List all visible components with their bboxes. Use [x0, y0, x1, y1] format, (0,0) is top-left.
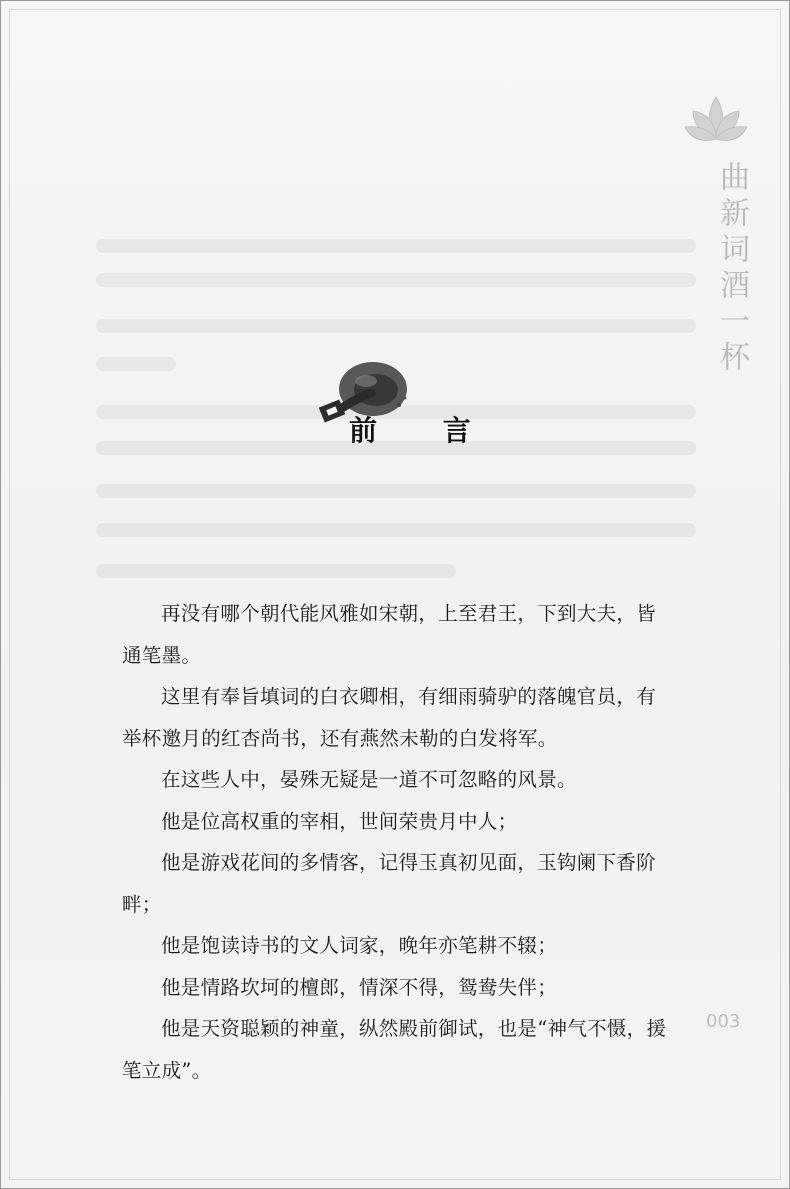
bleed-through-line — [96, 273, 696, 287]
paragraph: 在这些人中，晏殊无疑是一道不可忽略的风景。 — [161, 768, 577, 791]
lotus-flower-icon — [681, 89, 751, 159]
paragraph: 这里有奉旨填词的白衣卿相，有细雨骑驴的落魄官员，有举杯邀月的红杏尚书，还有燕然未勒的白发将军。 — [122, 685, 657, 750]
bleed-through-line — [96, 357, 176, 371]
chapter-heading: 前 言 — [349, 414, 499, 447]
bleed-through-line — [96, 484, 696, 498]
bleed-through-line — [96, 564, 456, 578]
paragraph: 他是情路坎坷的檀郎，情深不得，鸳鸯失伴； — [161, 975, 558, 999]
page-number: 003 — [706, 1011, 741, 1032]
bleed-through-line — [96, 523, 696, 537]
paragraph: 他是游戏花间的多情客，记得玉真初见面，玉钩阑下香阶畔； — [122, 851, 657, 916]
bleed-through-line — [96, 239, 696, 253]
bleed-through-line — [96, 319, 696, 333]
paragraph: 他是天资聪颖的神童，纵然殿前御试，也是“神气不慑，援笔立成”。 — [122, 1017, 667, 1082]
side-running-title: 曲新词酒一杯 — [714, 161, 749, 377]
paragraph: 他是饱读诗书的文人词家，晚年亦笔耕不辍； — [161, 934, 558, 957]
paragraph: 他是位高权重的宰相，世间荣贵月中人； — [161, 809, 518, 833]
body-text — [122, 593, 674, 1091]
paragraph: 再没有哪个朝代能风雅如宋朝，上至君王，下到大夫，皆通笔墨。 — [122, 602, 657, 667]
